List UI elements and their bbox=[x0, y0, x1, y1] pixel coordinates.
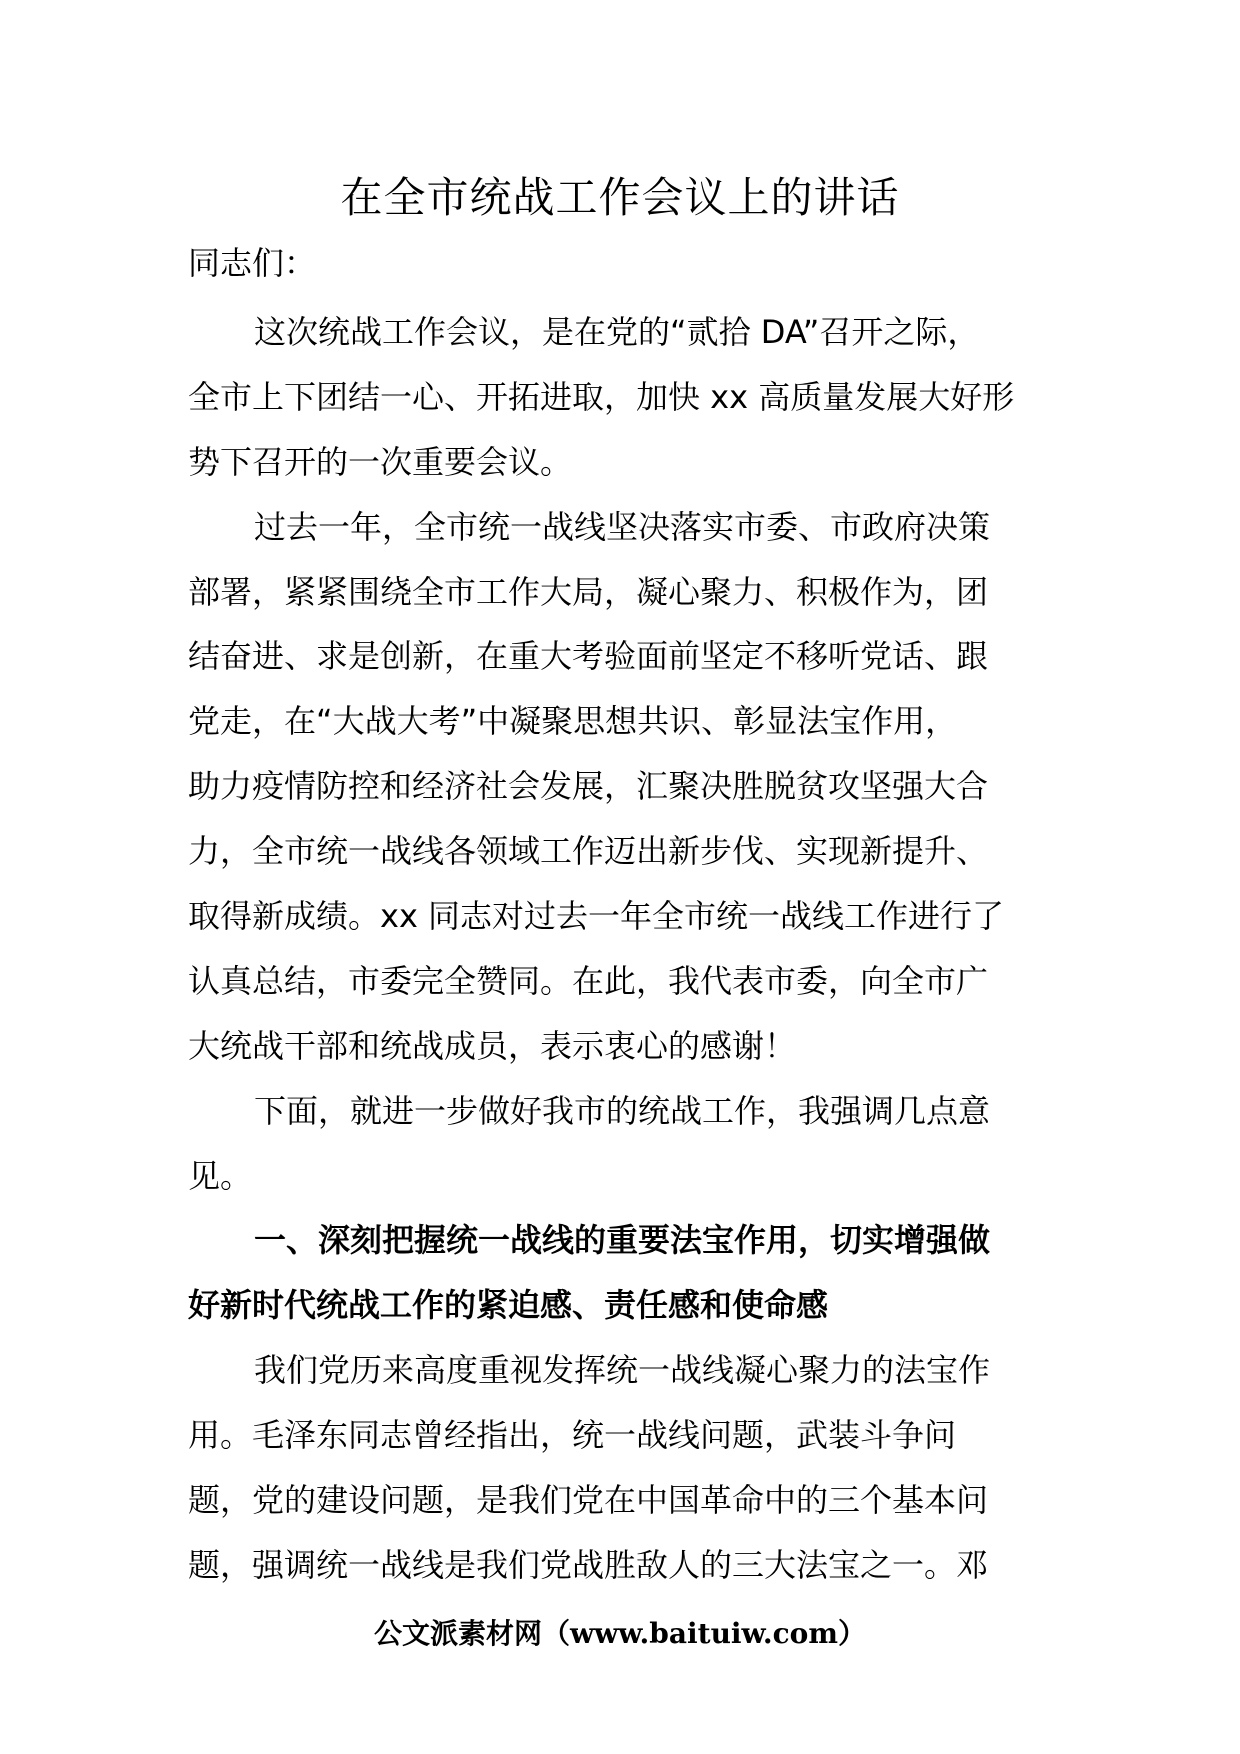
paragraph-2-line: 结奋进、求是创新，在重大考验面前坚定不移听党话、跟 bbox=[188, 637, 989, 676]
paragraph-2-line: 党走，在“大战大考”中凝聚思想共识、彰显法宝作用， bbox=[188, 702, 958, 741]
paragraph-4-line: 题，强调统一战线是我们党战胜敌人的三大法宝之一。邓 bbox=[188, 1545, 989, 1584]
section-heading-line: 一、深刻把握统一战线的重要法宝作用，切实增强做 bbox=[254, 1221, 991, 1260]
paragraph-2-line: 力，全市统一战线各领域工作迈出新步伐、实现新提升、 bbox=[188, 832, 989, 871]
paragraph-3-line: 下面，就进一步做好我市的统战工作，我强调几点意 bbox=[254, 1091, 991, 1130]
paragraph-1-line: 势下召开的一次重要会议。 bbox=[188, 442, 573, 481]
paragraph-4-line: 题，党的建设问题，是我们党在中国革命中的三个基本问 bbox=[188, 1481, 989, 1520]
paragraph-2-line: 认真总结，市委完全赞同。在此，我代表市委，向全市广 bbox=[188, 961, 989, 1000]
paragraph-1-line: 全市上下团结一心、开拓进取，加快 xx 高质量发展大好形 bbox=[188, 377, 1015, 416]
salutation: 同志们： bbox=[188, 244, 317, 282]
paragraph-2-line: 过去一年，全市统一战线坚决落实市委、市政府决策 bbox=[254, 507, 991, 546]
paragraph-2-line: 取得新成绩。xx 同志对过去一年全市统一战线工作进行了 bbox=[188, 897, 1005, 936]
paragraph-2-line: 助力疫情防控和经济社会发展，汇聚决胜脱贫攻坚强大合 bbox=[188, 767, 989, 806]
footer-watermark: 公文派素材网（www.baituiw.com） bbox=[374, 1617, 866, 1650]
section-heading-line: 好新时代统战工作的紧迫感、责任感和使命感 bbox=[188, 1286, 829, 1325]
document-title: 在全市统战工作会议上的讲话 bbox=[340, 173, 900, 222]
paragraph-4-line: 用。毛泽东同志曾经指出，统一战线问题，武装斗争问 bbox=[188, 1416, 957, 1455]
paragraph-1-line: 这次统战工作会议，是在党的“贰拾 DA”召开之际， bbox=[254, 313, 980, 351]
paragraph-2-line: 部署，紧紧围绕全市工作大局，凝心聚力、积极作为，团 bbox=[188, 572, 989, 611]
paragraph-2-line: 大统战干部和统战成员，表示衷心的感谢！ bbox=[188, 1026, 797, 1065]
paragraph-4-line: 我们党历来高度重视发挥统一战线凝心聚力的法宝作 bbox=[254, 1351, 991, 1390]
document-body bbox=[188, 236, 1060, 1598]
paragraph-3-line: 见。 bbox=[188, 1156, 253, 1195]
